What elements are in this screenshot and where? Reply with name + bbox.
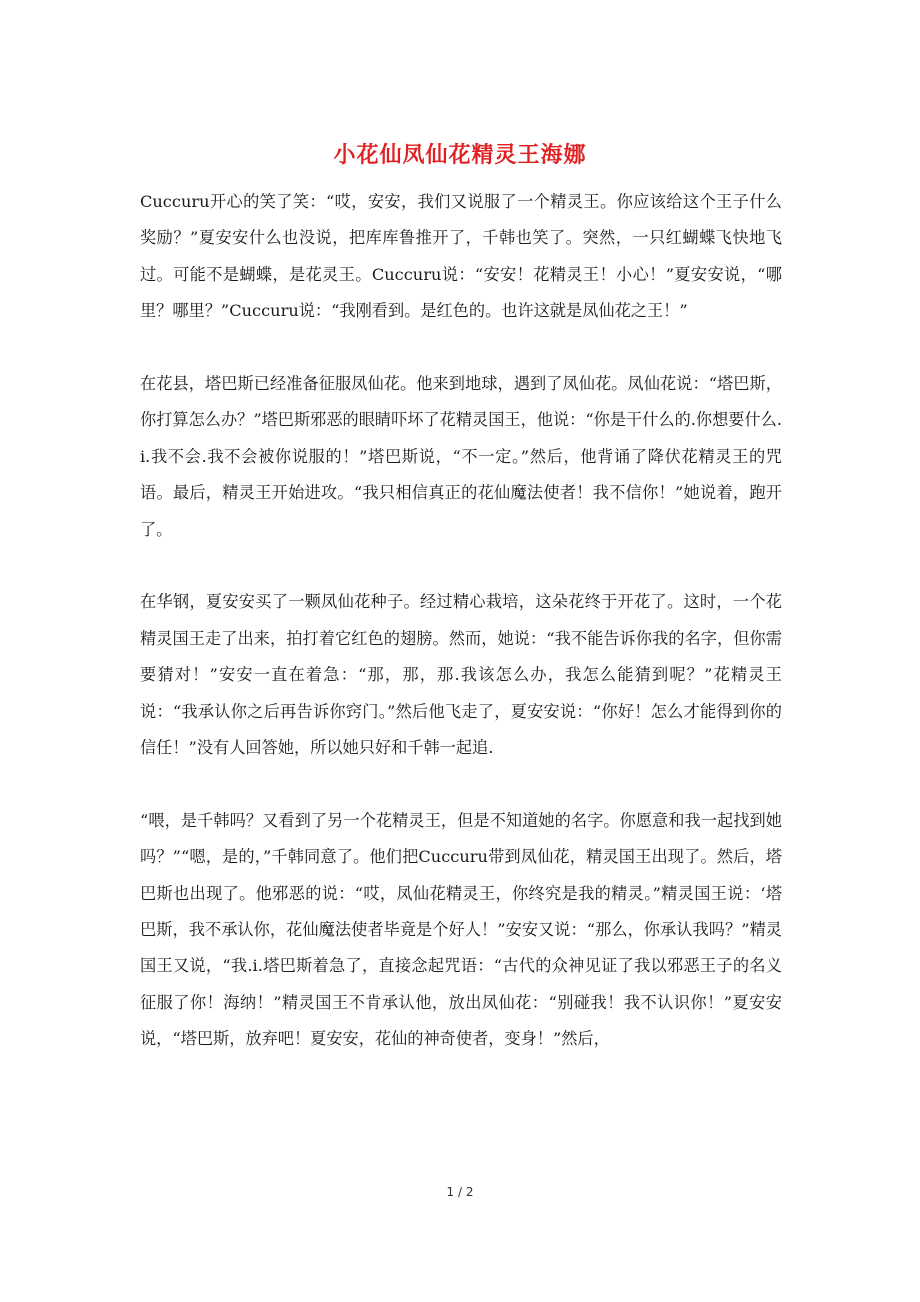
- paragraph-2: 在花县，塔巴斯已经准备征服凤仙花。他来到地球，遇到了凤仙花。凤仙花说：“塔巴斯，你打算怎么办？”塔巴斯邪恶的眼睛吓坏了花精灵国王，他说：“你是干什么的.你想要什么.i.我不会.我不会被你说服的！”塔巴斯说，“不一定。”然后，他背诵了降伏花精灵王的咒语。最后，精灵王开始进攻。“我只相信真正的花仙魔法使者！我不信你！”她说着，跑开了。: [140, 374, 782, 539]
- paragraph-1: Cuccuru开心的笑了笑：“哎，安安，我们又说服了一个精灵王。你应该给这个王子什么奖励？”夏安安什么也没说，把库库鲁推开了，千韩也笑了。突然，一只红蝴蝶飞快地飞过。可能不是蝴蝶，是花灵王。Cuccuru说：“安安！花精灵王！小心！”夏安安说，“哪里？哪里？”Cuccuru说：“我刚看到。是红色的。也许这就是凤仙花之王！”: [140, 192, 782, 321]
- document-title: 小花仙凤仙花精灵王海娜: [333, 142, 587, 168]
- paragraph-4: “喂，是千韩吗？又看到了另一个花精灵王，但是不知道她的名字。你愿意和我一起找到她吗？”“嗯，是的，”千韩同意了。他们把Cuccuru带到凤仙花，精灵国王出现了。然后，塔巴斯也出现了。他邪恶的说：“哎，凤仙花精灵王，你终究是我的精灵。”精灵国王说：‘塔巴斯，我不承认你，花仙魔法使者毕竟是个好人！”安安又说：“那么，你承认我吗？”精灵国王又说，“我.i.塔巴斯着急了，直接念起咒语：“古代的众神见证了我以邪恶王子的名义征服了你！海纳！”精灵国王不肯承认他，放出凤仙花：“别碰我！我不认识你！”夏安安说，“塔巴斯，放弃吧！夏安安，花仙的神奇使者，变身！”然后，: [140, 810, 782, 1049]
- page-number: 1 / 2: [446, 1185, 474, 1199]
- paragraph-3: 在华钢，夏安安买了一颗凤仙花种子。经过精心栽培，这朵花终于开花了。这时，一个花精灵国王走了出来，拍打着它红色的翅膀。然而，她说：“我不能告诉你我的名字，但你需要猜对！”安安一直在着急：“那，那，那.我该怎么办，我怎么能猜到呢？”花精灵王说：“我承认你之后再告诉你窍门。”然后他飞走了，夏安安说：“你好！怎么才能得到你的信任！”没有人回答她，所以她只好和千韩一起追.: [140, 592, 782, 758]
- document-body: [140, 184, 782, 1094]
